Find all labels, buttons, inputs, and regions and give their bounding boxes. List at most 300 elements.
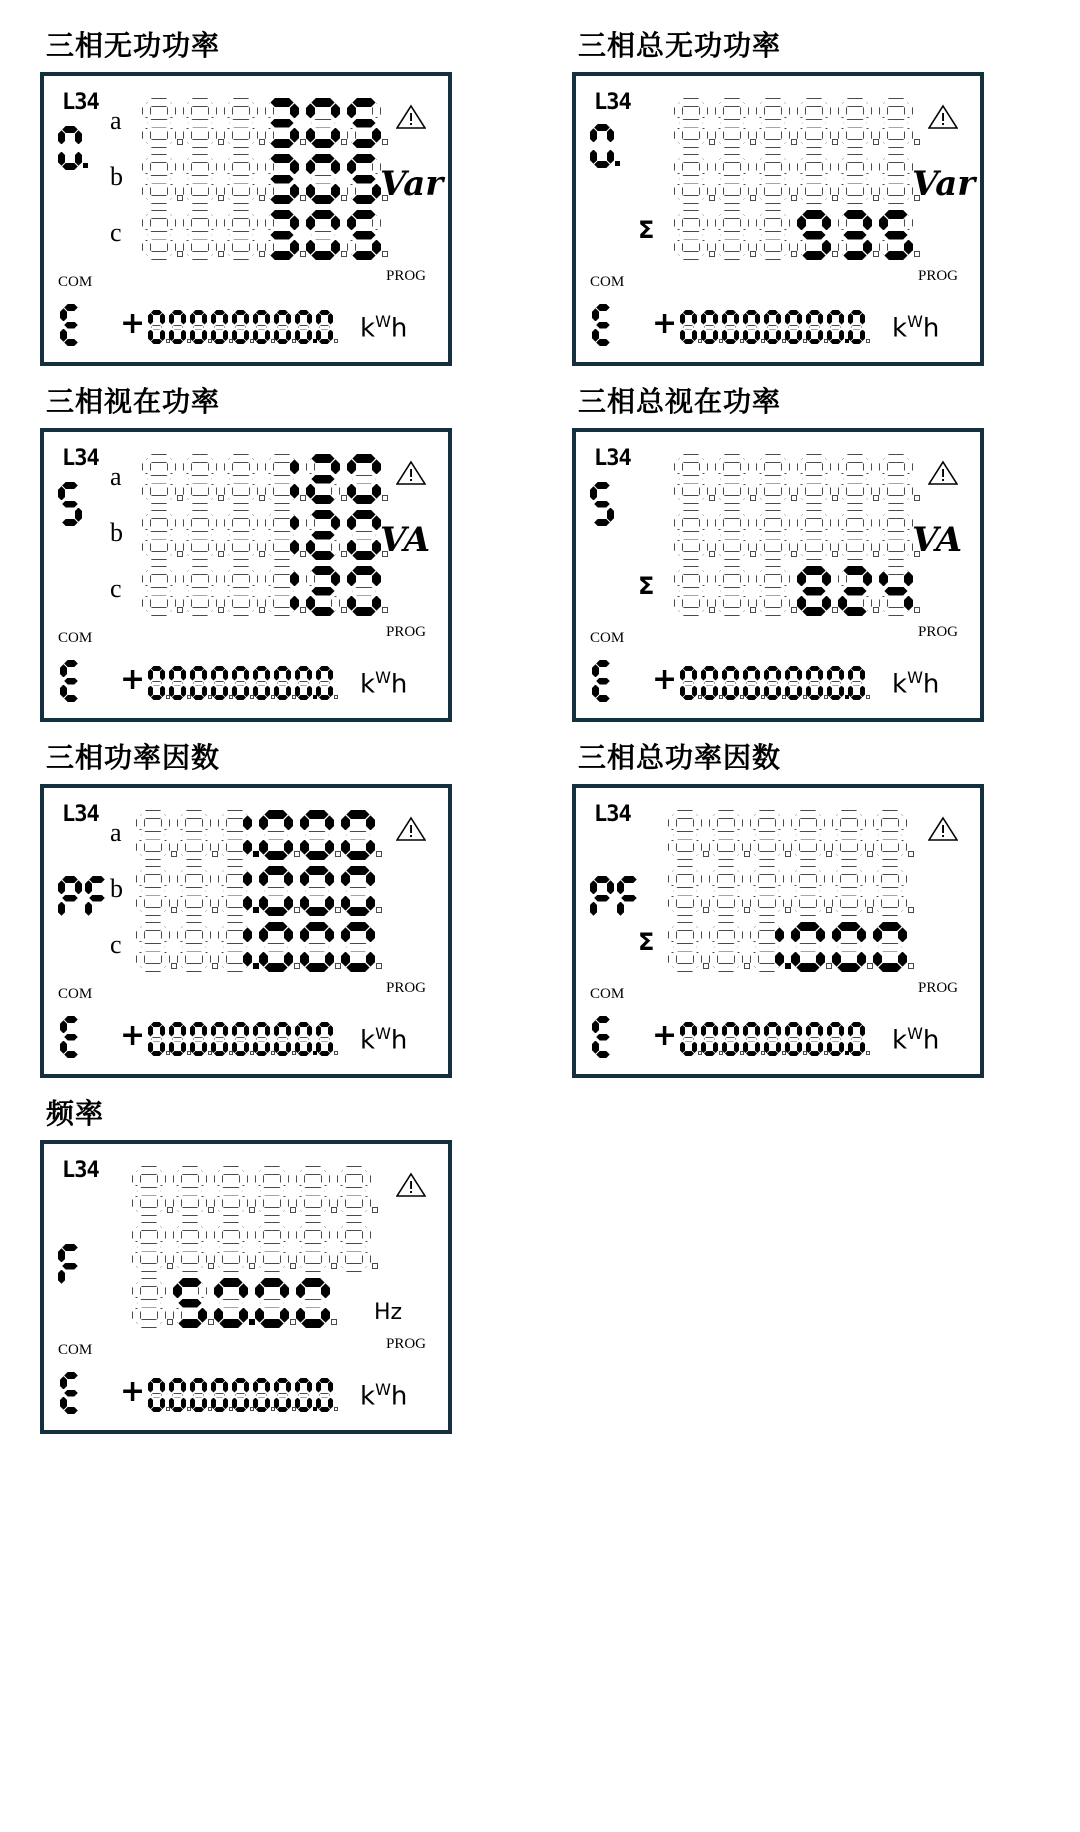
segment-d bbox=[270, 195, 293, 204]
segment-c bbox=[863, 240, 872, 255]
segment-a bbox=[270, 154, 293, 163]
segment-a bbox=[147, 510, 170, 519]
segment-b bbox=[863, 515, 872, 530]
segment-a bbox=[182, 866, 205, 875]
seven-segment-digit bbox=[879, 454, 920, 504]
segment-a bbox=[223, 922, 246, 931]
segment-e bbox=[785, 1042, 790, 1054]
segment-a bbox=[188, 566, 211, 575]
segment-c bbox=[607, 150, 614, 164]
seven-segment-digit bbox=[300, 922, 341, 972]
segment-d bbox=[755, 907, 778, 916]
segment-f bbox=[136, 927, 145, 942]
seven-segment-digit bbox=[715, 454, 756, 504]
segment-e bbox=[806, 330, 811, 342]
segment-d bbox=[796, 963, 819, 972]
segment-e bbox=[296, 1196, 305, 1211]
segment-e bbox=[148, 1042, 153, 1054]
segment-f bbox=[347, 459, 356, 474]
segment-d bbox=[62, 163, 78, 170]
segment-a bbox=[147, 454, 170, 463]
segment-b bbox=[167, 571, 176, 586]
segment-e bbox=[879, 540, 888, 555]
segment-f bbox=[347, 215, 356, 230]
segment-g bbox=[298, 1037, 309, 1042]
segment-e bbox=[668, 952, 677, 967]
decimal-point bbox=[331, 1319, 337, 1325]
seven-segment-digit bbox=[265, 510, 306, 560]
segment-a bbox=[843, 510, 866, 519]
segment-f bbox=[265, 515, 274, 530]
segment-a bbox=[843, 566, 866, 575]
segment-c bbox=[307, 1042, 312, 1054]
segment-c bbox=[692, 330, 697, 342]
segment-g bbox=[878, 943, 901, 952]
segment-b bbox=[161, 815, 170, 830]
segment-d bbox=[264, 963, 287, 972]
segment-b bbox=[898, 815, 907, 830]
segment-f bbox=[337, 1171, 346, 1186]
segment-a bbox=[884, 454, 907, 463]
segment-g bbox=[305, 943, 328, 952]
segment-f bbox=[306, 515, 315, 530]
phase-label-a: a bbox=[110, 462, 122, 491]
segment-c bbox=[244, 1398, 249, 1410]
segment-b bbox=[797, 1025, 802, 1037]
segment-c bbox=[331, 596, 340, 611]
segment-c bbox=[755, 1042, 760, 1054]
segment-c bbox=[362, 1196, 371, 1211]
segment-d bbox=[305, 907, 328, 916]
warning-triangle-icon bbox=[396, 460, 426, 486]
segment-e bbox=[848, 1042, 853, 1054]
seven-segment-digit bbox=[709, 866, 750, 916]
segment-c bbox=[290, 484, 299, 499]
segment-d bbox=[720, 195, 743, 204]
segment-g bbox=[725, 325, 736, 330]
segment-a bbox=[256, 310, 267, 315]
segment-a bbox=[89, 876, 105, 883]
energy-unit-k: k bbox=[360, 1381, 376, 1412]
segment-c bbox=[734, 952, 743, 967]
segment-d bbox=[188, 251, 211, 260]
segment-a bbox=[796, 866, 819, 875]
segment-b bbox=[740, 215, 749, 230]
seven-segment-digit bbox=[848, 666, 869, 700]
segment-g bbox=[809, 681, 820, 686]
segment-d bbox=[178, 1207, 201, 1216]
com-indicator: COM bbox=[58, 986, 93, 1002]
segment-f bbox=[848, 669, 853, 681]
seven-segment-digit bbox=[590, 876, 617, 920]
segment-g bbox=[809, 325, 820, 330]
decimal-point bbox=[382, 495, 388, 501]
segment-c bbox=[307, 330, 312, 342]
segment-g bbox=[878, 831, 901, 840]
segment-f bbox=[848, 1025, 853, 1037]
segment-c bbox=[202, 896, 211, 911]
segment-a bbox=[596, 660, 610, 667]
segment-c bbox=[904, 596, 913, 611]
segment-e bbox=[259, 896, 268, 911]
segment-f bbox=[879, 459, 888, 474]
seven-segment-digit bbox=[797, 210, 838, 260]
segment-f bbox=[590, 486, 597, 500]
segment-d bbox=[714, 907, 737, 916]
segment-g bbox=[141, 943, 164, 952]
segment-f bbox=[211, 1025, 216, 1037]
segment-d bbox=[141, 907, 164, 916]
energy-unit-w: W bbox=[907, 312, 923, 331]
segment-d bbox=[755, 851, 778, 860]
measurement-row-0 bbox=[668, 810, 914, 860]
segment-d bbox=[802, 251, 825, 260]
segment-c bbox=[816, 896, 825, 911]
phase-label-b: b bbox=[110, 518, 123, 547]
segment-b bbox=[208, 215, 217, 230]
segment-d bbox=[260, 1319, 283, 1328]
segment-b bbox=[208, 515, 217, 530]
seven-segment-digit bbox=[211, 310, 232, 344]
segment-b bbox=[822, 571, 831, 586]
segment-b bbox=[167, 159, 176, 174]
segment-b bbox=[239, 1171, 248, 1186]
segment-c bbox=[202, 840, 211, 855]
segment-e bbox=[295, 686, 300, 698]
segment-g bbox=[704, 1037, 715, 1042]
seven-segment-digit bbox=[715, 98, 756, 148]
segment-g bbox=[256, 1037, 267, 1042]
seven-segment-digit bbox=[674, 98, 715, 148]
segment-c bbox=[249, 484, 258, 499]
segment-b bbox=[699, 459, 708, 474]
segment-f bbox=[806, 1025, 811, 1037]
seven-segment-digit bbox=[255, 1166, 296, 1216]
segment-a bbox=[235, 1378, 246, 1383]
segment-f bbox=[879, 215, 888, 230]
segment-f bbox=[806, 313, 811, 325]
segment-g bbox=[725, 1037, 736, 1042]
segment-d bbox=[64, 1051, 78, 1058]
segment-d bbox=[256, 1051, 267, 1056]
segment-c bbox=[321, 1252, 330, 1267]
segment-g bbox=[761, 119, 784, 128]
segment-d bbox=[714, 851, 737, 860]
segment-a bbox=[305, 810, 328, 819]
segment-a bbox=[352, 98, 375, 107]
segment-d bbox=[767, 695, 778, 700]
measurement-row-2 bbox=[674, 210, 920, 260]
segment-e bbox=[232, 330, 237, 342]
energy-unit-h: h bbox=[922, 313, 940, 344]
segment-f bbox=[142, 215, 151, 230]
segment-a bbox=[298, 310, 309, 315]
segment-d bbox=[830, 695, 841, 700]
segment-a bbox=[219, 1222, 242, 1231]
segment-d bbox=[761, 139, 784, 148]
segment-d bbox=[679, 551, 702, 560]
segment-a bbox=[352, 510, 375, 519]
segment-e bbox=[764, 1042, 769, 1054]
warning-triangle-icon bbox=[396, 104, 426, 130]
segment-a bbox=[725, 666, 736, 671]
segment-g bbox=[260, 1299, 283, 1308]
segment-d bbox=[679, 251, 702, 260]
segment-g bbox=[301, 1243, 324, 1252]
segment-b bbox=[904, 571, 913, 586]
segment-e bbox=[590, 150, 597, 164]
segment-c bbox=[161, 840, 170, 855]
segment-b bbox=[860, 1025, 865, 1037]
measurement-row-0 bbox=[132, 1166, 378, 1216]
phase-label-b: b bbox=[110, 162, 123, 191]
segment-e bbox=[879, 184, 888, 199]
segment-a bbox=[319, 666, 330, 671]
seven-segment-digit bbox=[709, 810, 750, 860]
segment-a bbox=[720, 454, 743, 463]
segment-c bbox=[692, 686, 697, 698]
seven-segment-digit bbox=[879, 98, 920, 148]
energy-unit-h: h bbox=[390, 1025, 408, 1056]
segment-f bbox=[785, 313, 790, 325]
segment-c bbox=[161, 952, 170, 967]
segment-d bbox=[188, 551, 211, 560]
segment-f bbox=[148, 669, 153, 681]
segment-e bbox=[211, 686, 216, 698]
seven-segment-digit bbox=[142, 566, 183, 616]
seven-segment-digit bbox=[136, 810, 177, 860]
segment-g bbox=[311, 175, 334, 184]
segment-e bbox=[259, 952, 268, 967]
segment-d bbox=[878, 907, 901, 916]
segment-c bbox=[286, 686, 291, 698]
seven-segment-digit bbox=[224, 154, 265, 204]
segment-c bbox=[223, 1042, 228, 1054]
segment-c bbox=[328, 1042, 333, 1054]
segment-f bbox=[873, 927, 882, 942]
segment-d bbox=[720, 607, 743, 616]
panel-cell bbox=[40, 10, 510, 366]
segment-b bbox=[693, 871, 702, 886]
segment-b bbox=[160, 313, 165, 325]
segment-b bbox=[776, 669, 781, 681]
segment-b bbox=[223, 1381, 228, 1393]
segment-c bbox=[863, 596, 872, 611]
seven-segment-digit bbox=[838, 510, 879, 560]
segment-g bbox=[788, 681, 799, 686]
segment-d bbox=[837, 907, 860, 916]
segment-g bbox=[755, 943, 778, 952]
segment-b bbox=[372, 459, 381, 474]
segment-d bbox=[298, 1407, 309, 1412]
segment-b bbox=[249, 215, 258, 230]
segment-a bbox=[837, 922, 860, 931]
segment-d bbox=[64, 695, 78, 702]
seven-segment-digit bbox=[183, 510, 224, 560]
measurement-row-1 bbox=[142, 510, 388, 560]
segment-f bbox=[674, 571, 683, 586]
seven-segment-digit bbox=[680, 1022, 701, 1056]
segment-g bbox=[802, 231, 825, 240]
segment-f bbox=[668, 871, 677, 886]
panel-title: 三相总功率因数 bbox=[578, 741, 782, 774]
segment-e bbox=[743, 1042, 748, 1054]
segment-a bbox=[843, 210, 866, 219]
segment-e bbox=[224, 128, 233, 143]
measurement-row-1 bbox=[142, 154, 388, 204]
segment-a bbox=[188, 154, 211, 163]
segment-f bbox=[183, 103, 192, 118]
segment-b bbox=[167, 215, 176, 230]
segment-d bbox=[725, 1051, 736, 1056]
segment-e bbox=[337, 1252, 346, 1267]
segment-a bbox=[884, 154, 907, 163]
segment-f bbox=[592, 308, 599, 321]
com-indicator: COM bbox=[590, 630, 625, 646]
seven-segment-digit bbox=[674, 210, 715, 260]
seven-segment-digit bbox=[224, 566, 265, 616]
segment-d bbox=[843, 195, 866, 204]
segment-g bbox=[837, 887, 860, 896]
segment-b bbox=[776, 313, 781, 325]
segment-f bbox=[879, 103, 888, 118]
seven-segment-digit bbox=[265, 98, 306, 148]
warning-triangle-icon bbox=[928, 460, 958, 486]
segment-e bbox=[265, 596, 274, 611]
seven-segment-digit bbox=[806, 666, 827, 700]
segment-d bbox=[223, 907, 246, 916]
segment-c bbox=[366, 840, 375, 855]
segment-e bbox=[715, 540, 724, 555]
segment-d bbox=[878, 851, 901, 860]
segment-c bbox=[740, 128, 749, 143]
segment-e bbox=[722, 686, 727, 698]
prog-indicator: PROG bbox=[918, 268, 959, 284]
segment-g bbox=[843, 119, 866, 128]
seven-segment-digit bbox=[253, 310, 274, 344]
segment-c bbox=[286, 1398, 291, 1410]
segment-f bbox=[873, 871, 882, 886]
segment-c bbox=[713, 1042, 718, 1054]
segment-c bbox=[857, 952, 866, 967]
segment-b bbox=[328, 1025, 333, 1037]
segment-b bbox=[692, 669, 697, 681]
seven-segment-digit bbox=[232, 1378, 253, 1412]
segment-f bbox=[132, 1283, 141, 1298]
segment-f bbox=[838, 515, 847, 530]
segment-a bbox=[683, 310, 694, 315]
segment-b bbox=[161, 927, 170, 942]
segment-e bbox=[750, 896, 759, 911]
segment-e bbox=[873, 840, 882, 855]
segment-d bbox=[172, 339, 183, 344]
segment-f bbox=[838, 159, 847, 174]
segment-c bbox=[284, 840, 293, 855]
segment-c bbox=[167, 184, 176, 199]
segment-c bbox=[157, 1196, 166, 1211]
segment-b bbox=[818, 669, 823, 681]
segment-g bbox=[788, 1037, 799, 1042]
segment-g bbox=[172, 325, 183, 330]
segment-g bbox=[714, 887, 737, 896]
segment-b bbox=[898, 927, 907, 942]
segment-a bbox=[761, 154, 784, 163]
segment-f bbox=[85, 880, 92, 894]
segment-c bbox=[372, 484, 381, 499]
segment-c bbox=[857, 840, 866, 855]
l34-indicator: L34 bbox=[594, 446, 631, 471]
segment-c bbox=[775, 840, 784, 855]
segment-d bbox=[720, 251, 743, 260]
seven-segment-digit bbox=[224, 510, 265, 560]
segment-c bbox=[167, 128, 176, 143]
segment-d bbox=[141, 963, 164, 972]
seven-segment-digit bbox=[259, 866, 300, 916]
segment-a bbox=[802, 154, 825, 163]
panel-cell bbox=[572, 366, 1042, 722]
segment-d bbox=[219, 1207, 242, 1216]
seven-segment-digit bbox=[274, 310, 295, 344]
segment-c bbox=[797, 330, 802, 342]
segment-b bbox=[307, 313, 312, 325]
seven-segment-digit bbox=[173, 1166, 214, 1216]
segment-f bbox=[827, 1025, 832, 1037]
seven-segment-digit bbox=[224, 454, 265, 504]
segment-d bbox=[64, 339, 78, 346]
energy-unit-k: k bbox=[892, 1025, 908, 1056]
segment-b bbox=[157, 1283, 166, 1298]
quantity-indicator bbox=[590, 482, 617, 526]
segment-e bbox=[722, 1042, 727, 1054]
segment-e bbox=[136, 952, 145, 967]
seven-segment-digit bbox=[265, 454, 306, 504]
segment-f bbox=[274, 313, 279, 325]
segment-a bbox=[277, 1378, 288, 1383]
segment-c bbox=[904, 128, 913, 143]
segment-c bbox=[244, 686, 249, 698]
segment-b bbox=[816, 815, 825, 830]
segment-g bbox=[229, 475, 252, 484]
decimal-point bbox=[376, 907, 382, 913]
segment-d bbox=[346, 851, 369, 860]
segment-a bbox=[219, 1278, 242, 1287]
segment-a bbox=[235, 1022, 246, 1027]
segment-f bbox=[797, 459, 806, 474]
segment-d bbox=[802, 551, 825, 560]
segment-c bbox=[328, 330, 333, 342]
segment-b bbox=[816, 927, 825, 942]
seven-segment-digit bbox=[60, 1372, 84, 1414]
segment-c bbox=[699, 240, 708, 255]
segment-b bbox=[223, 1025, 228, 1037]
segment-b bbox=[321, 1227, 330, 1242]
segment-a bbox=[878, 810, 901, 819]
segment-e bbox=[832, 952, 841, 967]
segment-d bbox=[311, 551, 334, 560]
segment-c bbox=[331, 484, 340, 499]
segment-f bbox=[58, 130, 65, 144]
segment-a bbox=[62, 126, 78, 133]
segment-c bbox=[781, 484, 790, 499]
seven-segment-digit bbox=[306, 98, 347, 148]
seven-segment-digit bbox=[341, 866, 382, 916]
seven-segment-digit bbox=[274, 1022, 295, 1056]
segment-g bbox=[235, 1393, 246, 1398]
segment-e bbox=[674, 184, 683, 199]
seven-segment-digit bbox=[296, 1278, 337, 1328]
seven-segment-digit bbox=[832, 810, 873, 860]
segment-e bbox=[169, 686, 174, 698]
